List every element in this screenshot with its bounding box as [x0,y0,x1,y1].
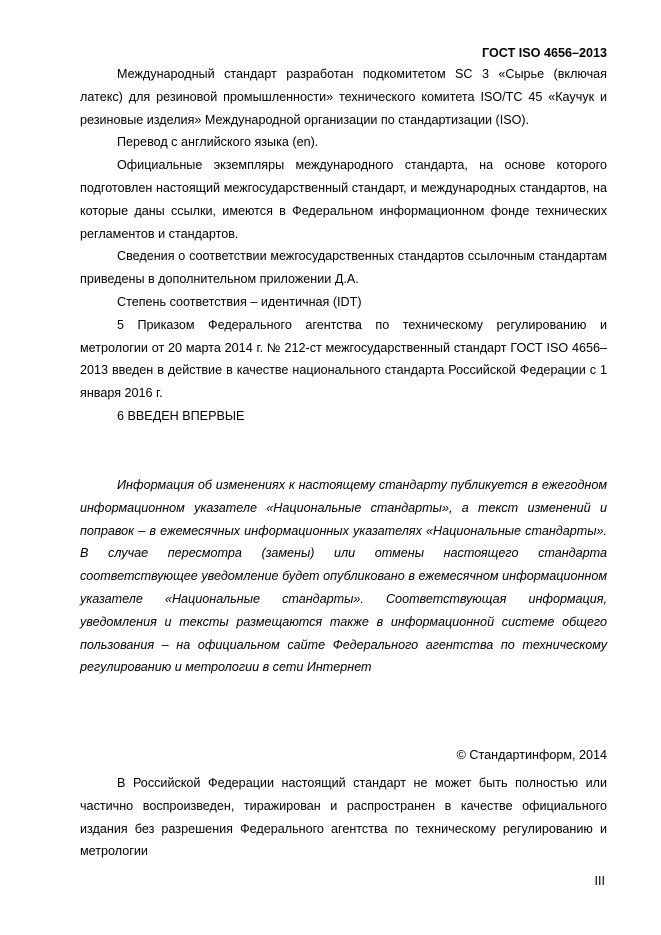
paragraph-first-introduced: 6 ВВЕДЕН ВПЕРВЫЕ [117,408,245,423]
paragraph-translation: Перевод с английского языка (en). [117,135,319,150]
paragraph-developer: Международный стандарт разработан подкомитетом SC 3 «Сырье (включая латекс) для резиновой промышленности» технического комитета ISO/TC 45 «Каучук и резиновые изделия» Международной организации по стандартизации (ISO). [80,67,607,127]
reproduction-rights-text: В Российской Федерации настоящий стандарт не может быть полностью или частично воспроизведен, тиражирован и распространен в качестве официального издания без разрешения Федерального агентства по техническому регулированию и метрологии [80,776,607,859]
paragraph-official-copies: Официальные экземпляры международного стандарта, на основе которого подготовлен настоящий межгосударственный стандарт, и международных стандартов, на которые даны ссылки, имеются в Федеральном информационном фонде технических регламентов и стандартов. [80,158,607,241]
paragraph-order: 5 Приказом Федерального агентства по техническому регулированию и метрологии от 20 марта 2014 г. № 212-ст межгосударственный стандарт ГОСТ ISO 4656–2013 введен в действие в качестве национального стандарта Российской Федерации с 1 января 2016 г. [80,317,607,401]
page-number: III [594,874,605,888]
paragraph-conformity-degree: Степень соответствия – идентичная (IDT) [117,294,362,309]
reproduction-rights [80,772,607,863]
document-code-header: ГОСТ ISO 4656–2013 [482,46,607,60]
changes-notice [80,474,607,679]
paragraph-conformity-info: Сведения о соответствии межгосударственных стандартов ссылочным стандартам приведены в дополнительном приложении Д.А. [80,249,607,287]
changes-notice-text: Информация об изменениях к настоящему стандарту публикуется в ежегодном информационном указателе «Национальные стандарты», а текст изменений и поправок – в ежемесячных информационных указателях «Национальные стандарты». В случае пересмотра (замены) или отмены настоящего стандарта соответствующее уведомление будет опубликовано в ежемесячном информационном указателе «Национальные стандарты». Соответствующая информация, уведомления и тексты размещаются также в информационной системе общего пользования – на официальном сайте Федерального агентства по техническому регулированию и метрологии в сети Интернет [80,478,607,675]
preface-body [80,63,607,428]
copyright-line: © Стандартинформ, 2014 [456,748,607,762]
